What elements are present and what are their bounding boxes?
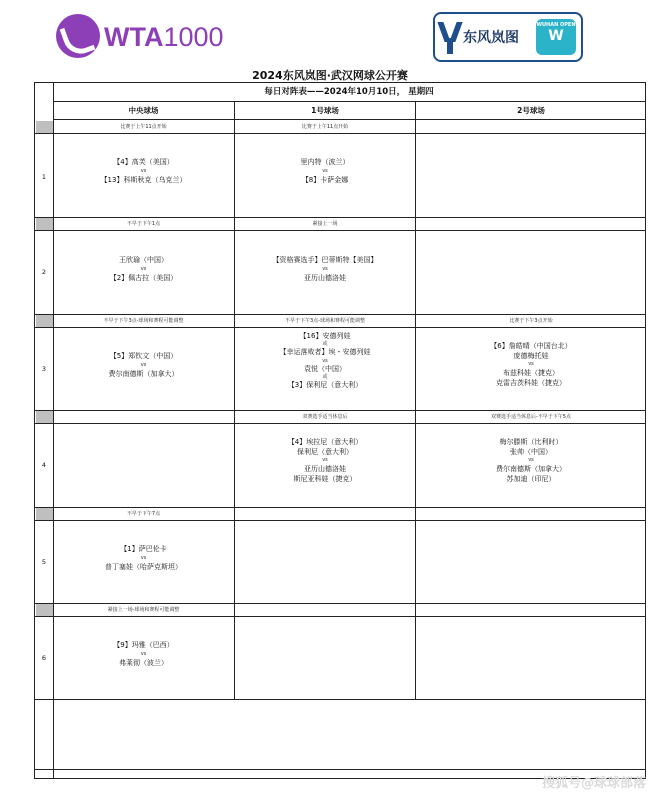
court-header-court1: 1号球场	[311, 106, 339, 115]
match-order-number: 5	[41, 558, 47, 566]
row-gray-marker	[36, 604, 53, 616]
divider	[53, 119, 645, 120]
match-order-number: 3	[41, 365, 47, 373]
player: 【幸运落败者】埃・安德列娃	[279, 348, 371, 357]
player: 【5】郑钦文（中国）	[109, 352, 178, 360]
divider	[35, 410, 645, 411]
column-divider	[234, 101, 235, 699]
player: 费尔南德斯（加拿大）	[108, 370, 179, 379]
player: 【资格赛选手】巴蒂斯特【美国】	[272, 256, 378, 264]
divider	[35, 133, 645, 134]
player: 袁悦（中国）	[304, 364, 346, 373]
vs-label: vs	[528, 457, 534, 464]
sponsor-logo	[433, 12, 583, 62]
divider	[35, 327, 645, 328]
voyah-mark-icon	[441, 22, 459, 54]
time-note: 不早于下午7点	[126, 511, 161, 517]
court-header-center: 中央球场	[128, 106, 159, 115]
wta-1000-logo	[56, 14, 236, 60]
divider	[35, 217, 645, 218]
player: 庞德梅托娃	[513, 352, 549, 361]
time-note: 比赛于上午11点开始	[301, 124, 349, 130]
time-note: 双赛选手适当休息后-不早于下午5点	[491, 414, 571, 420]
row-gray-marker	[36, 411, 53, 423]
match-cell	[416, 437, 646, 485]
match-order-number: 2	[41, 268, 47, 276]
match-cell	[235, 255, 415, 284]
wta-logo-text: WTA1000	[104, 22, 224, 52]
player: 里内特（波兰）	[300, 158, 350, 166]
tournament-title: 2024东风岚图·武汉网球公开赛	[252, 69, 408, 82]
sponsor-name: 东风岚图	[463, 30, 519, 46]
vs-label: vs	[322, 357, 328, 364]
time-note: 不早于下午1点	[126, 221, 161, 227]
row-gray-marker	[36, 315, 53, 327]
divider	[35, 230, 645, 231]
divider	[35, 699, 645, 700]
player: 【9】玛雅（巴西）	[113, 641, 174, 649]
time-note: 紧接上一场-球场和赛程可能调整	[107, 607, 180, 613]
player: 【13】科斯秋克（乌克兰）	[100, 176, 187, 185]
match-cell	[53, 544, 234, 573]
watermark: 搜狐号@球球部落	[541, 776, 646, 791]
player: 亚历山德洛娃	[304, 465, 346, 474]
vs-label: vs	[528, 361, 534, 368]
match-cell	[53, 351, 234, 380]
player: 张帅（中国）	[510, 448, 552, 457]
row-gray-marker	[36, 121, 53, 133]
divider	[35, 603, 645, 604]
time-note: 比赛于下午3点开始	[509, 318, 553, 324]
row-number-column	[35, 83, 54, 778]
divider	[35, 423, 645, 424]
vs-label: vs	[322, 457, 328, 464]
column-divider	[415, 101, 416, 699]
row-gray-marker	[36, 508, 53, 520]
match-cell	[235, 437, 415, 485]
vs-label: vs	[322, 266, 328, 273]
player: 亚历山德洛娃	[304, 274, 346, 283]
or-label: 或	[322, 374, 328, 381]
time-note: 不早于下午3点-球场和赛程可能调整	[285, 318, 365, 324]
match-order-number: 4	[41, 461, 47, 469]
match-cell	[235, 332, 415, 391]
player: 弗莱彻（波兰）	[119, 659, 168, 668]
player: 【4】埃拉尼（意大利）	[287, 438, 363, 446]
vs-label: vs	[322, 168, 328, 175]
time-note: 紧接上一场	[312, 221, 338, 227]
player: 【3】保利尼（意大利）	[287, 381, 363, 390]
player: 普丁塞娃（哈萨克斯坦）	[105, 563, 182, 572]
divider	[35, 769, 645, 770]
player: 【16】安德列娃	[299, 332, 351, 340]
match-order-number: 6	[41, 654, 47, 662]
match-cell	[53, 640, 234, 669]
divider	[35, 616, 645, 617]
vs-label: vs	[140, 555, 147, 562]
match-cell	[53, 157, 234, 186]
player: 【4】高芙（美国）	[113, 158, 174, 166]
player: 费尔南德斯（加拿大）	[496, 465, 566, 474]
wta-player-icon	[56, 14, 100, 58]
or-label: 或	[322, 341, 328, 348]
match-cell	[53, 255, 234, 284]
time-note: 不早于下午3点-球场和赛程可能调整	[103, 318, 184, 324]
vs-label: vs	[140, 651, 147, 658]
divider	[35, 314, 645, 315]
match-cell	[235, 157, 415, 186]
player: 梅尔滕斯（比利时）	[499, 438, 563, 446]
divider	[53, 101, 645, 102]
divider	[35, 507, 645, 508]
order-of-play-table	[34, 82, 646, 779]
divider	[35, 520, 645, 521]
player: 王欣瑜（中国）	[119, 256, 168, 264]
player: 苏加迪（印尼）	[506, 475, 556, 484]
player: 【2】佩古拉（美国）	[109, 274, 178, 283]
match-cell	[416, 341, 646, 389]
vs-label: vs	[140, 362, 147, 369]
time-note: 双赛选手适当休息后	[302, 414, 348, 420]
player: 【6】詹皓晴（中国台北）	[490, 342, 572, 350]
vs-label: vs	[140, 266, 147, 273]
player: 布兹科娃（捷克）	[503, 369, 559, 378]
player: 【8】卡萨金娜	[301, 176, 349, 185]
wuhan-open-badge: WUHAN OPEN W	[536, 19, 576, 55]
match-order-number: 1	[41, 173, 47, 181]
player: 斯尼亚科娃（捷克）	[293, 475, 357, 484]
player: 克雷吉茨科娃（捷克）	[496, 379, 566, 388]
court-header-court2: 2号球场	[517, 106, 545, 115]
daily-schedule-title: 每日对阵表——2024年10月10日， 星期四	[264, 87, 434, 97]
time-note: 比赛于上午11点开始	[120, 124, 167, 130]
vs-label: vs	[140, 168, 147, 175]
row-gray-marker	[36, 218, 53, 230]
player: 保利尼（意大利）	[297, 448, 353, 457]
player: 【1】萨巴伦卡	[120, 545, 167, 553]
